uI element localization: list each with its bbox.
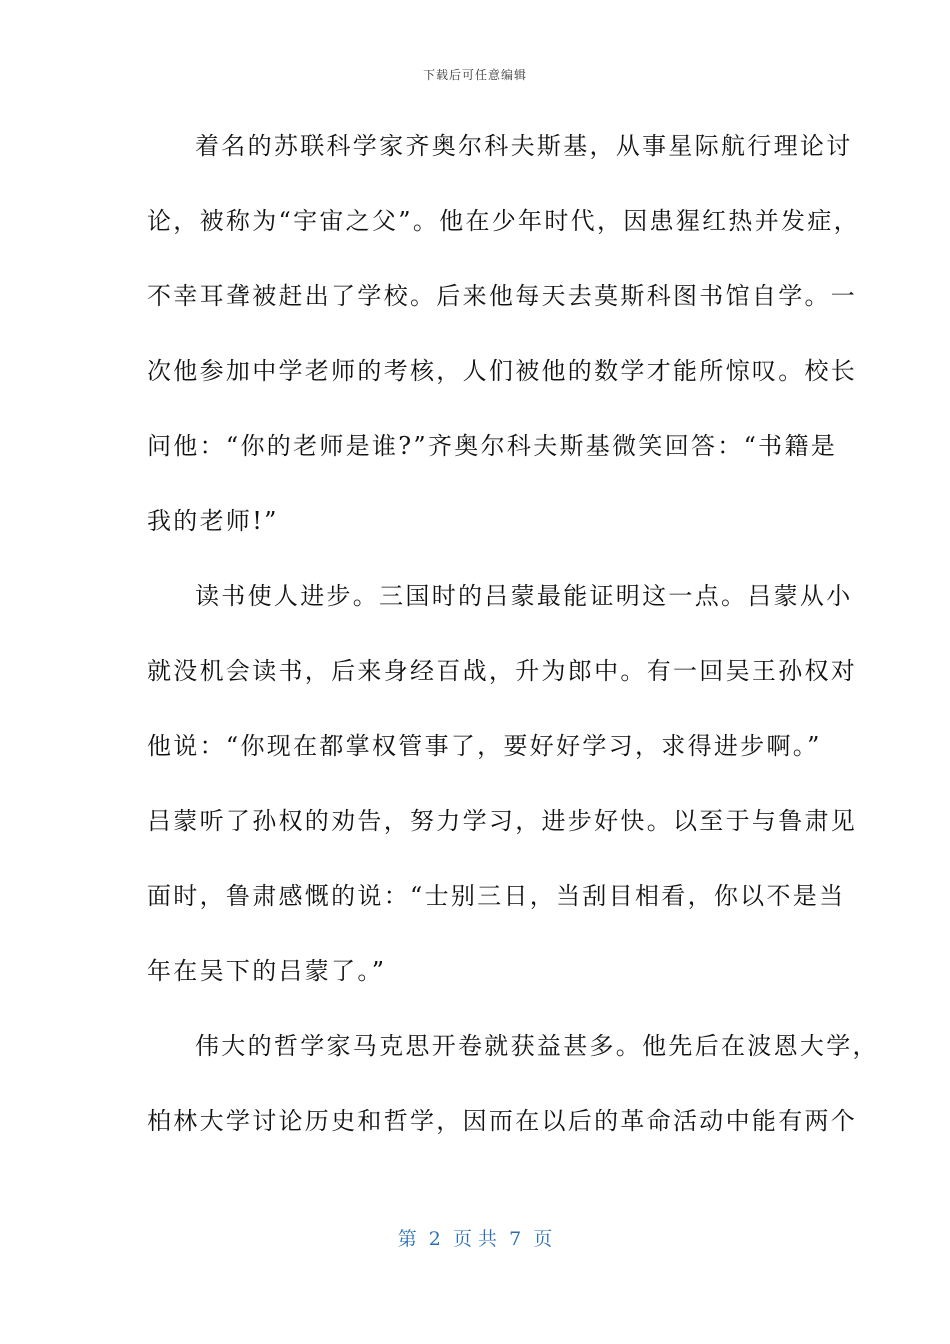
text-line-5: 问他：“你的老师是谁?”齐奥尔科夫斯基微笑回答：“书籍是: [147, 432, 838, 460]
text-line-9: 他说：“你现在都掌权管事了，要好好学习，求得进步啊。”: [147, 732, 822, 760]
text-line-6: 我的老师!”: [147, 507, 279, 535]
text-line-1: 着名的苏联科学家齐奥尔科夫斯基，从事星际航行理论讨: [195, 132, 853, 160]
text-line-2: 论，被称为“宇宙之父”。他在少年时代，因患猩红热并发症，: [147, 207, 860, 235]
page-number-footer: 第 2 页 共 7 页: [397, 1228, 553, 1250]
text-line-7: 读书使人进步。三国时的吕蒙最能证明这一点。吕蒙从小: [195, 582, 853, 610]
text-line-11: 面时，鲁肃感慨的说：“士别三日，当刮目相看，你以不是当: [147, 882, 846, 910]
text-line-10: 吕蒙听了孙权的劝告，努力学习，进步好快。以至于与鲁肃见: [147, 807, 858, 835]
text-line-8: 就没机会读书，后来身经百战，升为郎中。有一回吴王孙权对: [147, 657, 858, 685]
text-line-14: 柏林大学讨论历史和哲学，因而在以后的革命活动中能有两个: [147, 1107, 858, 1135]
body-text: [147, 120, 879, 1170]
text-line-12: 年在吴下的吕蒙了。”: [147, 957, 387, 985]
text-line-13: 伟大的哲学家马克思开卷就获益甚多。他先后在波恩大学，: [195, 1032, 879, 1060]
text-line-3: 不幸耳聋被赶出了学校。后来他每天去莫斯科图书馆自学。一: [147, 282, 858, 310]
header-note: 下载后可任意编辑: [422, 68, 527, 82]
text-line-4: 次他参加中学老师的考核，人们被他的数学才能所惊叹。校长: [147, 357, 858, 385]
